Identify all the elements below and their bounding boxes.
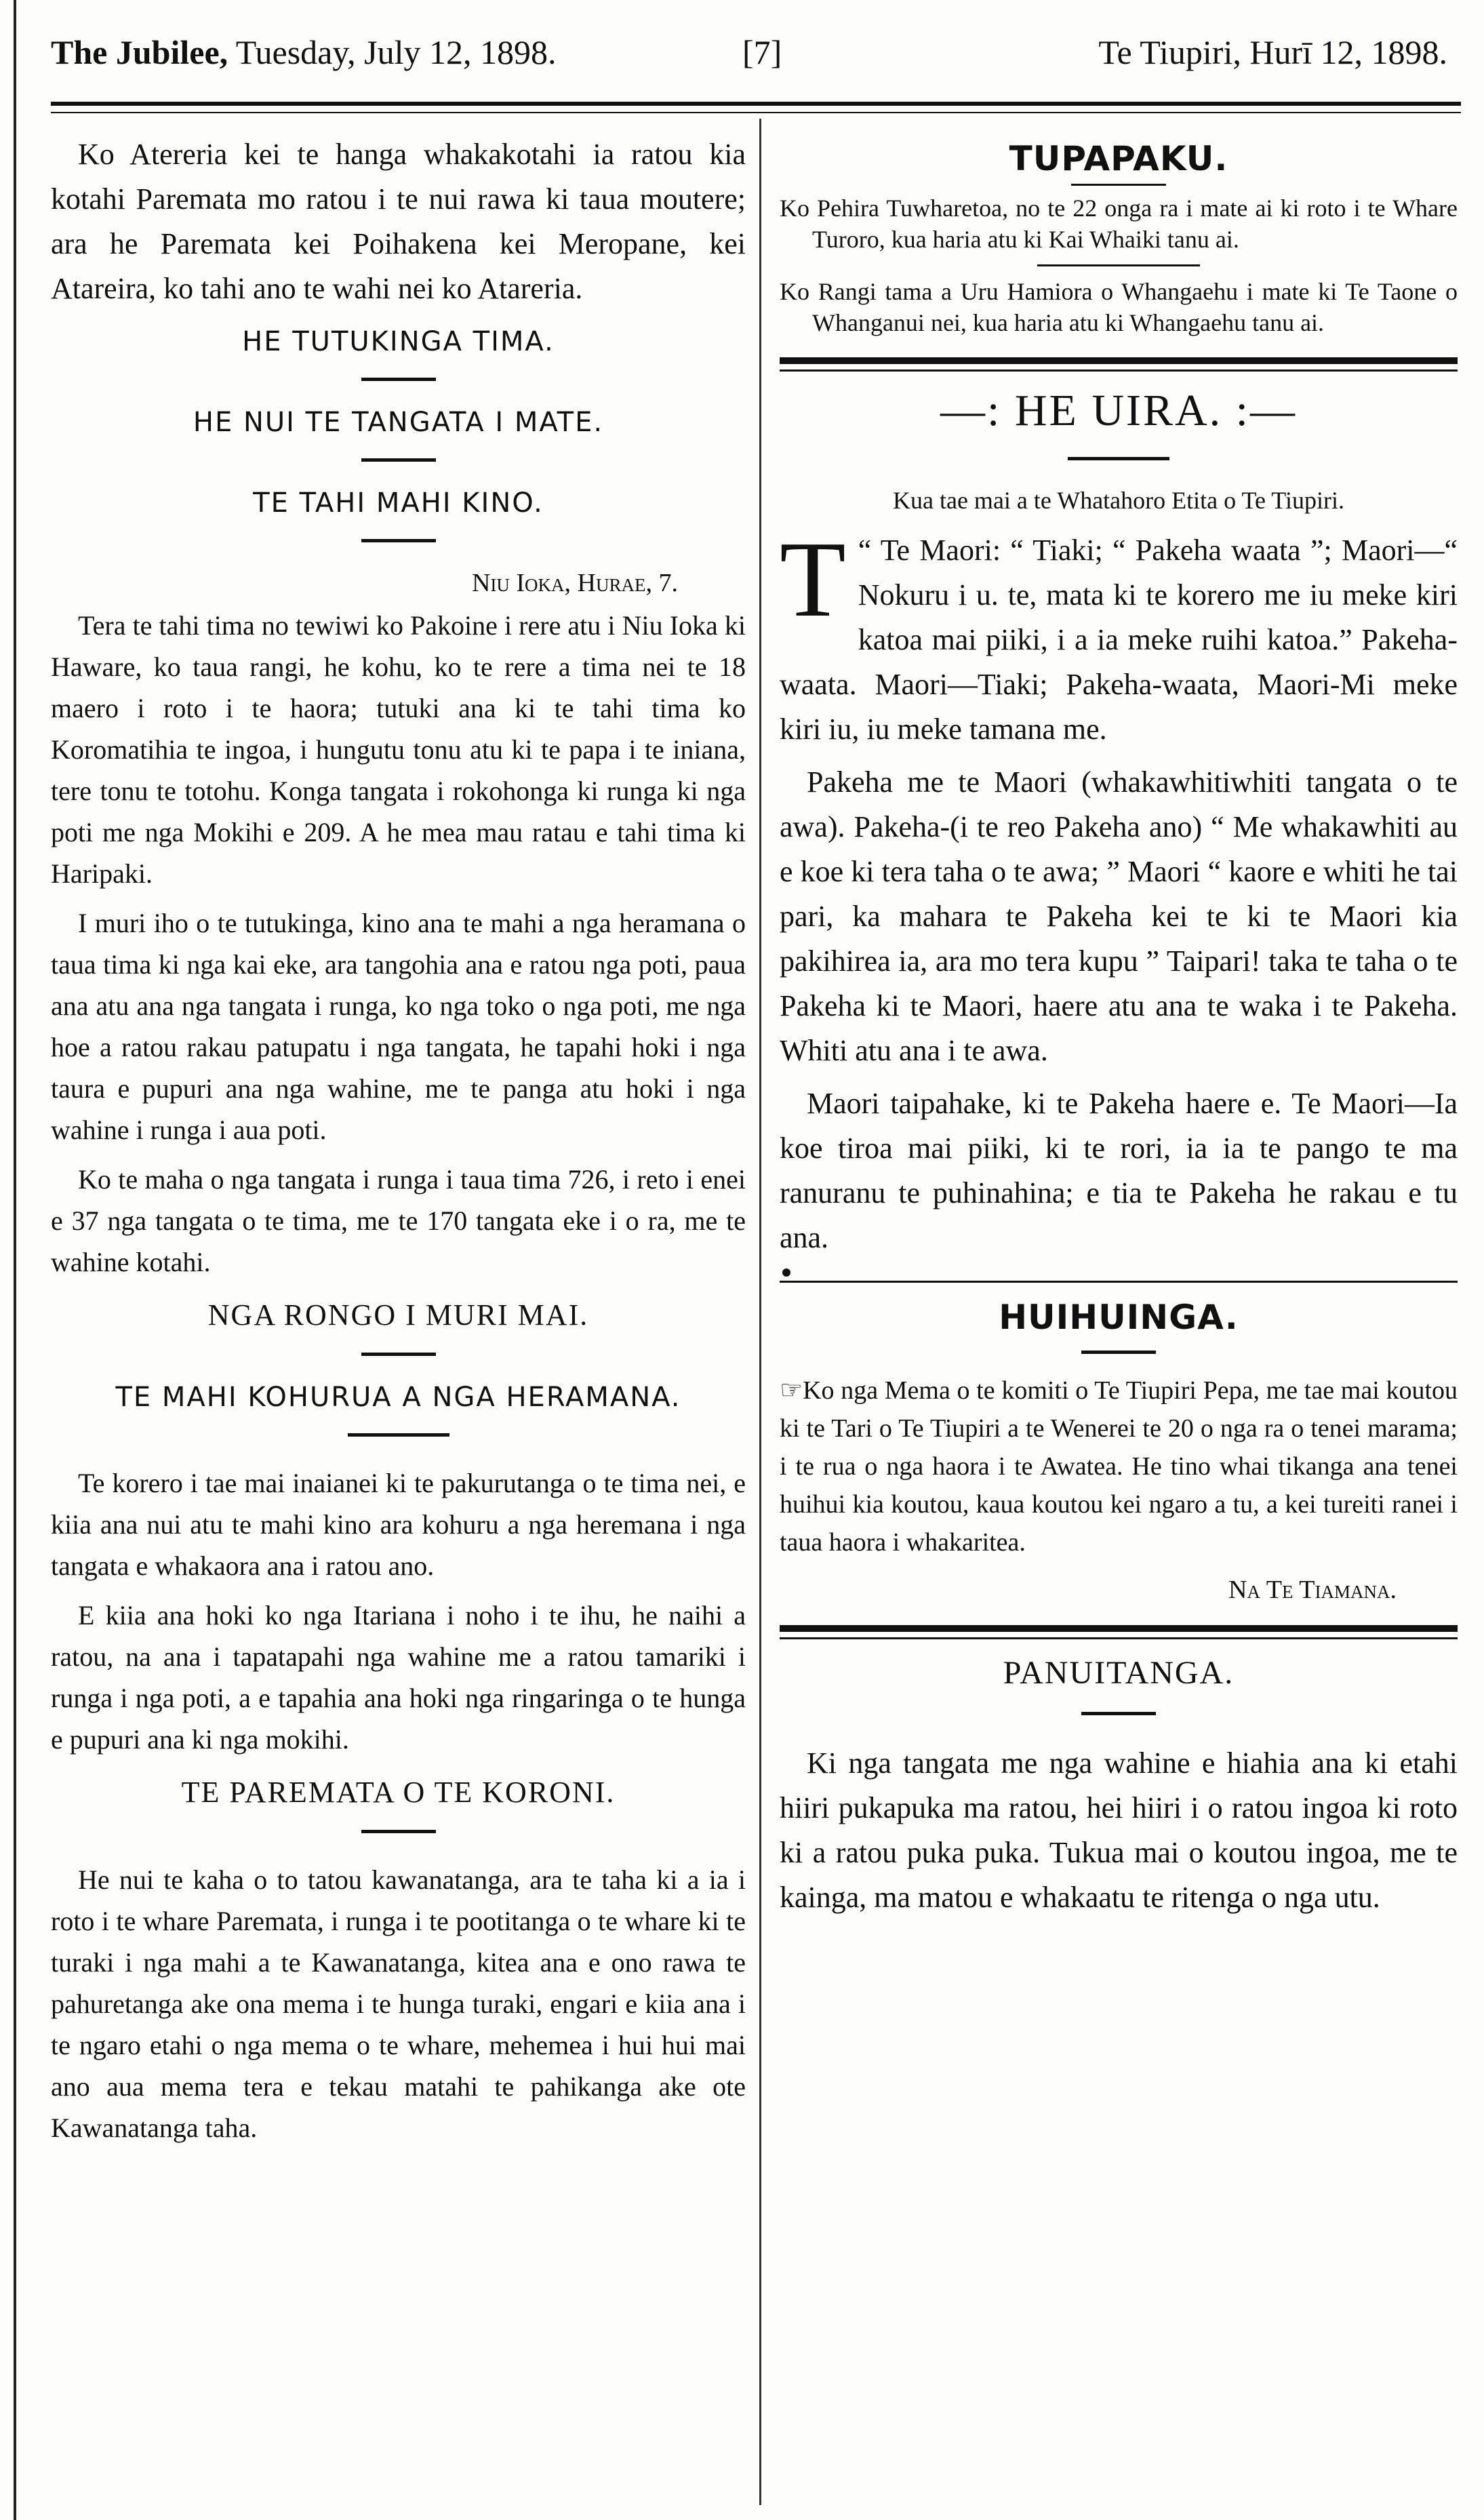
section-rule bbox=[780, 1281, 1458, 1283]
heading-notice: PANUITANGA. bbox=[1003, 1655, 1235, 1691]
paper-name: The Jubilee, bbox=[51, 33, 228, 71]
section-rule bbox=[361, 1353, 436, 1356]
article-paragraph: Te korero i tae mai inaianei ki te pakurutanga o te tima nei, e kiia ana nui atu te mahi kino ara kohuru a nga heremana i nga tangata e whakaora ana i ratou ano. bbox=[51, 1468, 746, 1581]
section-rule bbox=[361, 458, 436, 462]
heading-many-dead: HE NUI TE TANGATA I MATE. bbox=[193, 407, 604, 438]
maori-date: Te Tiupiri, Hurī 12, 1898. bbox=[1098, 33, 1447, 71]
heading-later-news: NGA RONGO I MURI MAI. bbox=[207, 1298, 589, 1332]
section-rule-thin bbox=[780, 1637, 1458, 1639]
masthead bbox=[51, 20, 1461, 88]
story-paragraph bbox=[780, 519, 1458, 752]
masthead-rule-thin bbox=[51, 112, 1461, 113]
heading-sailors-murder: TE MAHI KOHURUA A NGA HERAMANA. bbox=[115, 1382, 681, 1413]
signature: Na Te Tiamana. bbox=[1228, 1576, 1397, 1604]
death-notice: Ko Pehira Tuwharetoa, no te 22 onga ra i mate ai ki roto i te Whare Turoro, kua haria atu ki Kai Whaiki tanu ai. bbox=[780, 195, 1458, 253]
section-rule bbox=[348, 1433, 449, 1437]
page-edge-rule bbox=[14, 0, 16, 2520]
section-rule bbox=[1081, 1712, 1156, 1715]
heading-steamer-collision: HE TUTUKINGA TIMA. bbox=[242, 326, 555, 357]
section-rule bbox=[361, 1830, 436, 1833]
section-rule bbox=[1081, 1351, 1156, 1354]
section-rule-thick bbox=[780, 1625, 1458, 1632]
story-paragraph: Maori taipahake, ki te Pakeha haere e. Te Maori—Ia koe tiroa mai piiki, ki te rori, ia ia te pango te ma ranuranu te puhinahina; e tia te Pakeha he rakau e tu ana. bbox=[780, 1087, 1458, 1254]
dateline: Niu Ioka, Hurae, 7. bbox=[471, 569, 678, 597]
heading-colony-parliament: TE PAREMATA O TE KORONI. bbox=[181, 1776, 616, 1809]
heading-evil-deed: TE TAHI MAHI KINO. bbox=[253, 487, 544, 519]
section-rule bbox=[1068, 457, 1169, 460]
masthead-english bbox=[51, 33, 556, 72]
heading-meeting: HUIHUINGA. bbox=[999, 1298, 1239, 1337]
article-paragraph: I muri iho o te tutukinga, kino ana te mahi a nga heramana o taua tima ki nga kai eke, ara tangohia ana e ratou nga poti, paua ana atu ana nga tangata i runga, ko nga toko o nga poti, me nga hoe a ratou rakau patupatu i nga tangata, he tapahi hoki i nga taura e pupuri ana nga wahine, me te panga atu hoki i nga wahine i runga i aua poti. bbox=[51, 908, 746, 1145]
masthead-rule bbox=[51, 102, 1461, 106]
death-notice: Ko Rangi tama a Uru Hamiora o Whangaehu i mate ki Te Taone o Whanganui nei, kua haria atu ki Whangaehu tanu ai. bbox=[780, 278, 1458, 336]
section-rule bbox=[361, 378, 436, 381]
column-divider bbox=[759, 119, 761, 2505]
story-text: “ Te Maori: “ Tiaki; “ Pakeha waata ”; Maori—“ Nokuru i u. te, mata ki te korero me iu meke kiri katoa mai piiki, i a ia meke ruihi katoa.” Pakeha-waata. Maori—Tiaki; Pakeha-waata, Maori-Mi meke kiri iu, iu meke tamana me. bbox=[780, 534, 1458, 746]
section-rule bbox=[1071, 184, 1166, 186]
article-paragraph: He nui te kaha o to tatou kawanatanga, ara te taha ki a ia i roto i te whare Paremata, i runga i te pootitanga o te whare ki te turaki i nga mahi a te Kawanatanga, kitea ana e ono rawa te pahuretanga ake ona mema i te hunga turaki, engari e kiia ana i te ngaro etahi o nga mema o te whare, mehemea i hui hui mai ano aua mema tera e tekau matahi te pahikanga ake ote Kawanatanga taha. bbox=[51, 1864, 746, 2143]
left-column bbox=[51, 132, 746, 2157]
page-number: [7] bbox=[742, 33, 782, 71]
intro-paragraph: Ko Atereria kei te hanga whakakotahi ia ratou kia kotahi Paremata mo ratou i te nui rawa ki taua moutere; ara he Paremata kei Poihakena kei Meropane, kei Atareira, ko tahi ano te wahi nei ko Atareria. bbox=[51, 138, 746, 305]
article-paragraph: Tera te tahi tima no tewiwi ko Pakoine i rere atu i Niu Ioka ki Haware, ko taua rangi, he kohu, ko te rere a tima nei te 18 maero i roto i te haora; tutuki ana ki te tahi tima ko Koromatihia te ingoa, i hungutu tonu atu ki te papa i te iniana, tere tonu te totohu. Konga tangata i rokohonga ki runga ki nga poti me nga Mokihi e 209. A he mea mau ratau e tahi tima ki Haripaki. bbox=[51, 610, 746, 889]
section-rule bbox=[361, 539, 436, 542]
notice-paragraph: Ki nga tangata me nga wahine e hiahia ana ki etahi hiiri pukapuka ma ratou, hei hiiri i o ratou ingoa ki roto ki a ratou puka puka. Tukua mai o koutou ingoa, me te kainga, ma matou e whakaatu te ritenga o nga utu. bbox=[780, 1746, 1458, 1914]
right-column bbox=[780, 132, 1458, 1928]
credit-line: Kua tae mai a te Whatahoro Etita o Te Tiupiri. bbox=[893, 487, 1344, 514]
heading-deaths: TUPAPAKU. bbox=[1009, 139, 1228, 178]
article-paragraph: E kiia ana hoki ko nga Itariana i noho i te ihu, he naihi a ratou, na ana i tapatapahi nga wahine me a ratou tamariki i runga i nga poti, a e tapahia ana hoki nga ringaringa o te hunga e pupuri ana ki nga mokihi. bbox=[51, 1600, 746, 1755]
english-date: Tuesday, July 12, 1898. bbox=[235, 33, 557, 71]
section-rule-thick bbox=[780, 357, 1458, 364]
bullet-ornament bbox=[782, 1268, 790, 1277]
notice-rule bbox=[1037, 264, 1200, 266]
section-rule-thin bbox=[780, 369, 1458, 372]
heading-lightning: —: HE UIRA. :— bbox=[940, 386, 1297, 435]
article-paragraph: Ko te maha o nga tangata i runga i taua tima 726, i reto i enei e 37 nga tangata o te tima, me te 170 tangata eke i o ra, me te wahine kotahi. bbox=[51, 1164, 746, 1277]
drop-cap: T bbox=[780, 519, 846, 639]
meeting-notice: ☞Ko nga Mema o te komiti o Te Tiupiri Pepa, me tae mai koutou ki te Tari o Te Tiupiri a te Wenerei te 20 o nga ra o tenei marama; i te rua o nga haora i te Awatea. He tino whai tikanga ana tenei huihui kia koutou, kaua koutou kei ngaro a tu, a kei tureiti ranei i taua haora i whakaritea. bbox=[780, 1376, 1458, 1557]
story-paragraph: Pakeha me te Maori (whakawhitiwhiti tangata o te awa). Pakeha-(i te reo Pakeha ano) “ Me whakawhiti au e koe ki tera taha o te awa; ” Maori “ kaore e whiti he tai pari, ka mahara te Pakeha kei te ki te Maori kia pakihirea ia, ara mo tera kupu ” Taipari! taka te taha o te Pakeha ki te Maori, haere atu ana te waka i te Pakeha. Whiti atu ana i te awa. bbox=[780, 765, 1458, 1067]
